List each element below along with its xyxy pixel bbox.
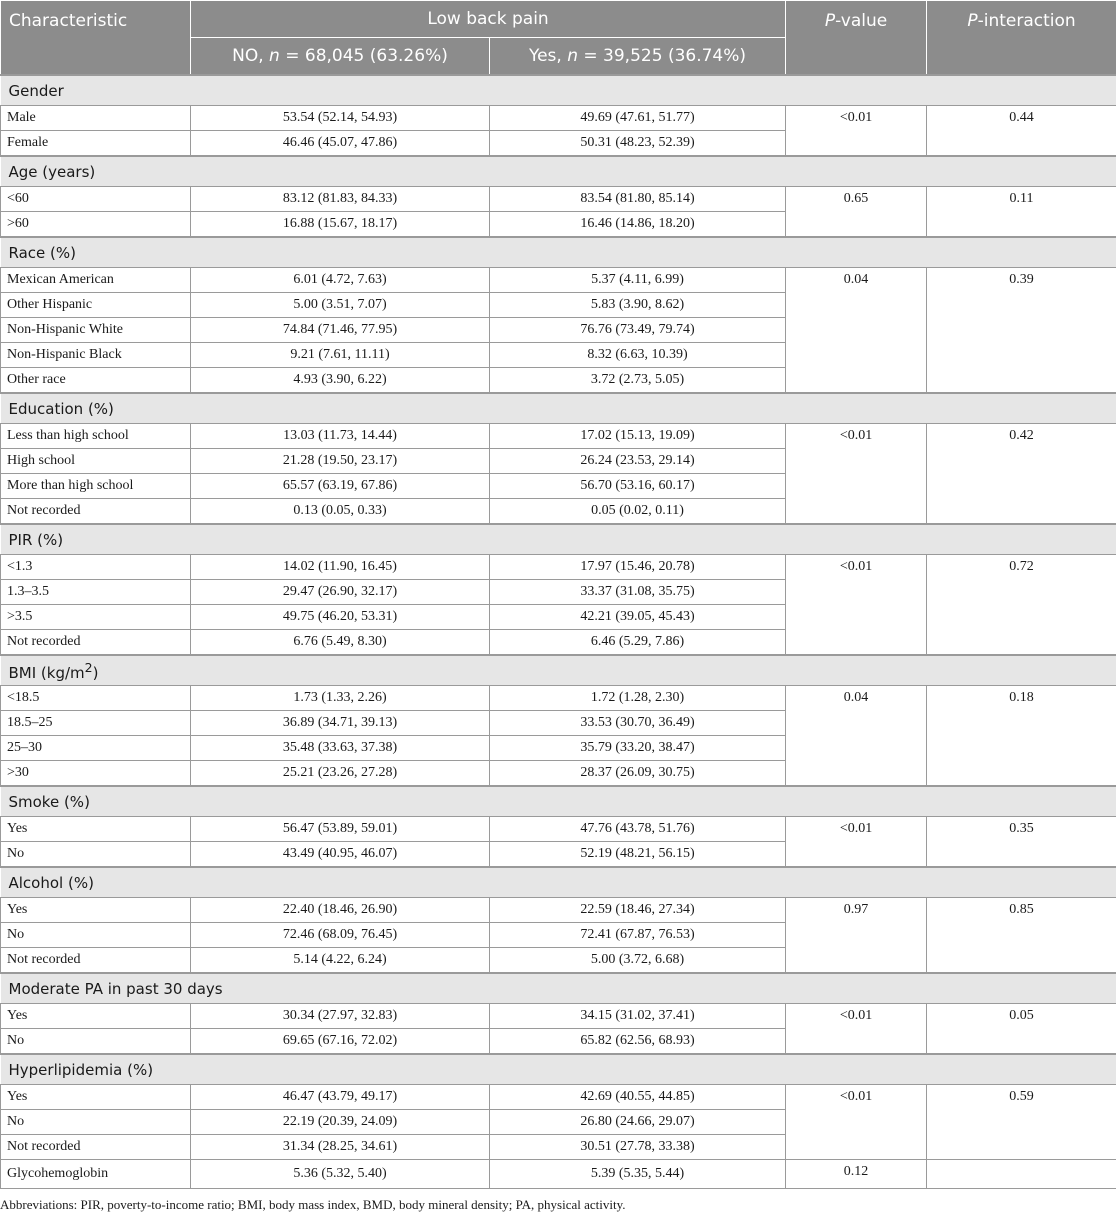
no-group-value: 49.75 (46.20, 53.31) (191, 605, 490, 630)
no-group-value: 69.65 (67.16, 72.02) (191, 1029, 490, 1055)
row-label: Not recorded (1, 948, 191, 974)
no-group-value: 6.76 (5.49, 8.30) (191, 630, 490, 656)
no-group-value: 31.34 (28.25, 34.61) (191, 1135, 490, 1160)
row-label: <1.3 (1, 555, 191, 580)
row-label: 25–30 (1, 736, 191, 761)
p-value-cell: 0.12 (786, 1160, 927, 1189)
section-title: Age (years) (1, 156, 1116, 187)
row-label: Yes (1, 817, 191, 842)
no-group-value: 21.28 (19.50, 23.17) (191, 449, 490, 474)
yes-group-value: 35.79 (33.20, 38.47) (490, 736, 786, 761)
no-group-value: 25.21 (23.26, 27.28) (191, 761, 490, 787)
section-header-row (1, 867, 1116, 898)
section-title: BMI $(kg/m^2)$ (1, 655, 1116, 686)
header-no-group: NO, n = 68,045 (63.26%) (191, 38, 490, 76)
p-value-cell: <0.01 (786, 106, 927, 157)
yes-group-value: 0.05 (0.02, 0.11) (490, 499, 786, 525)
header-characteristic: Characteristic (1, 1, 191, 76)
no-group-value: 22.19 (20.39, 24.09) (191, 1110, 490, 1135)
p-interaction-cell: 0.35 (927, 817, 1116, 868)
table-row (1, 555, 1116, 580)
p-value-cell: <0.01 (786, 555, 927, 656)
yes-group-value: 34.15 (31.02, 37.41) (490, 1004, 786, 1029)
p-interaction-cell: 0.85 (927, 898, 1116, 974)
no-group-value: 1.73 (1.33, 2.26) (191, 686, 490, 711)
row-label: 18.5–25 (1, 711, 191, 736)
row-label: Non-Hispanic Black (1, 343, 191, 368)
no-group-value: 29.47 (26.90, 32.17) (191, 580, 490, 605)
row-label: No (1, 1110, 191, 1135)
row-label: Not recorded (1, 630, 191, 656)
yes-group-value: 5.39 (5.35, 5.44) (490, 1160, 786, 1189)
no-group-value: 56.47 (53.89, 59.01) (191, 817, 490, 842)
p-interaction-cell: 0.44 (927, 106, 1116, 157)
p-value-cell: 0.04 (786, 686, 927, 787)
table-row (1, 268, 1116, 293)
yes-group-value: 76.76 (73.49, 79.74) (490, 318, 786, 343)
table-row (1, 106, 1116, 131)
no-group-value: 53.54 (52.14, 54.93) (191, 106, 490, 131)
table-header (1, 1, 1116, 76)
section-title: Gender (1, 75, 1116, 106)
section-header-row (1, 237, 1116, 268)
table-body (1, 75, 1116, 1189)
row-label: Male (1, 106, 191, 131)
no-group-value: 13.03 (11.73, 14.44) (191, 424, 490, 449)
section-header-row (1, 156, 1116, 187)
table-row (1, 187, 1116, 212)
no-group-value: 35.48 (33.63, 37.38) (191, 736, 490, 761)
p-interaction-cell: 0.11 (927, 187, 1116, 238)
p-interaction-cell: 0.05 (927, 1004, 1116, 1055)
yes-group-value: 72.41 (67.87, 76.53) (490, 923, 786, 948)
section-title: Hyperlipidemia (%) (1, 1054, 1116, 1085)
yes-group-value: 49.69 (47.61, 51.77) (490, 106, 786, 131)
table-row (1, 1004, 1116, 1029)
yes-group-value: 83.54 (81.80, 85.14) (490, 187, 786, 212)
row-label: High school (1, 449, 191, 474)
no-group-value: 9.21 (7.61, 11.11) (191, 343, 490, 368)
row-label: No (1, 923, 191, 948)
footnote: Abbreviations: PIR, poverty-to-income ratio; BMI, body mass index, BMD, body mineral density; PA, physical activity. (0, 1197, 626, 1212)
no-group-value: 5.00 (3.51, 7.07) (191, 293, 490, 318)
header-yes-group: Yes, n = 39,525 (36.74%) (490, 38, 786, 76)
no-group-value: 0.13 (0.05, 0.33) (191, 499, 490, 525)
p-interaction-cell: 0.18 (927, 686, 1116, 787)
yes-group-value: 8.32 (6.63, 10.39) (490, 343, 786, 368)
no-group-value: 46.46 (45.07, 47.86) (191, 131, 490, 157)
yes-group-value: 30.51 (27.78, 33.38) (490, 1135, 786, 1160)
section-header-row (1, 393, 1116, 424)
yes-group-value: 5.37 (4.11, 6.99) (490, 268, 786, 293)
p-value-cell: 0.04 (786, 268, 927, 394)
table-row (1, 1085, 1116, 1110)
p-value-cell: 0.97 (786, 898, 927, 974)
yes-group-value: 3.72 (2.73, 5.05) (490, 368, 786, 394)
section-title: PIR (%) (1, 524, 1116, 555)
p-interaction-cell: 0.42 (927, 424, 1116, 525)
yes-group-value: 65.82 (62.56, 68.93) (490, 1029, 786, 1055)
p-value-cell: <0.01 (786, 1004, 927, 1055)
no-group-value: 43.49 (40.95, 46.07) (191, 842, 490, 868)
no-group-value: 65.57 (63.19, 67.86) (191, 474, 490, 499)
yes-group-value: 17.97 (15.46, 20.78) (490, 555, 786, 580)
no-group-value: 72.46 (68.09, 76.45) (191, 923, 490, 948)
header-p-interaction: P-interaction (927, 1, 1116, 76)
yes-group-value: 33.53 (30.70, 36.49) (490, 711, 786, 736)
no-group-value: 22.40 (18.46, 26.90) (191, 898, 490, 923)
row-label: No (1, 842, 191, 868)
no-group-value: 46.47 (43.79, 49.17) (191, 1085, 490, 1110)
yes-group-value: 22.59 (18.46, 27.34) (490, 898, 786, 923)
no-group-value: 5.14 (4.22, 6.24) (191, 948, 490, 974)
table-row (1, 686, 1116, 711)
table-row-final (1, 1160, 1116, 1189)
row-label: Other Hispanic (1, 293, 191, 318)
yes-group-value: 26.80 (24.66, 29.07) (490, 1110, 786, 1135)
row-label: >30 (1, 761, 191, 787)
yes-group-value: 5.00 (3.72, 6.68) (490, 948, 786, 974)
row-label: Non-Hispanic White (1, 318, 191, 343)
no-group-value: 74.84 (71.46, 77.95) (191, 318, 490, 343)
table-row (1, 898, 1116, 923)
row-label: Mexican American (1, 268, 191, 293)
no-group-value: 5.36 (5.32, 5.40) (191, 1160, 490, 1189)
yes-group-value: 56.70 (53.16, 60.17) (490, 474, 786, 499)
yes-group-value: 5.83 (3.90, 8.62) (490, 293, 786, 318)
p-value-cell: <0.01 (786, 424, 927, 525)
row-label: Glycohemoglobin (1, 1160, 191, 1189)
no-group-value: 83.12 (81.83, 84.33) (191, 187, 490, 212)
row-label: <60 (1, 187, 191, 212)
yes-group-value: 6.46 (5.29, 7.86) (490, 630, 786, 656)
header-low-back-pain: Low back pain (191, 1, 786, 38)
row-label: Yes (1, 1004, 191, 1029)
section-title: Alcohol (%) (1, 867, 1116, 898)
section-header-row (1, 75, 1116, 106)
yes-group-value: 16.46 (14.86, 18.20) (490, 212, 786, 238)
section-title: Race (%) (1, 237, 1116, 268)
row-label: Female (1, 131, 191, 157)
yes-group-value: 1.72 (1.28, 2.30) (490, 686, 786, 711)
row-label: Not recorded (1, 1135, 191, 1160)
p-interaction-cell: 0.39 (927, 268, 1116, 394)
no-group-value: 4.93 (3.90, 6.22) (191, 368, 490, 394)
row-label: Less than high school (1, 424, 191, 449)
row-label: Yes (1, 898, 191, 923)
p-value-cell: <0.01 (786, 817, 927, 868)
section-header-row (1, 1054, 1116, 1085)
p-interaction-cell: 0.72 (927, 555, 1116, 656)
no-group-value: 30.34 (27.97, 32.83) (191, 1004, 490, 1029)
yes-group-value: 26.24 (23.53, 29.14) (490, 449, 786, 474)
p-value-cell: 0.65 (786, 187, 927, 238)
yes-group-value: 28.37 (26.09, 30.75) (490, 761, 786, 787)
yes-group-value: 52.19 (48.21, 56.15) (490, 842, 786, 868)
row-label: Other race (1, 368, 191, 394)
table-row (1, 424, 1116, 449)
yes-group-value: 17.02 (15.13, 19.09) (490, 424, 786, 449)
section-title: Moderate PA in past 30 days (1, 973, 1116, 1004)
header-p-value: P-value (786, 1, 927, 76)
yes-group-value: 42.69 (40.55, 44.85) (490, 1085, 786, 1110)
yes-group-value: 42.21 (39.05, 45.43) (490, 605, 786, 630)
section-header-row (1, 973, 1116, 1004)
yes-group-value: 47.76 (43.78, 51.76) (490, 817, 786, 842)
no-group-value: 14.02 (11.90, 16.45) (191, 555, 490, 580)
row-label: 1.3–3.5 (1, 580, 191, 605)
no-group-value: 6.01 (4.72, 7.63) (191, 268, 490, 293)
row-label: Not recorded (1, 499, 191, 525)
yes-group-value: 50.31 (48.23, 52.39) (490, 131, 786, 157)
yes-group-value: 33.37 (31.08, 35.75) (490, 580, 786, 605)
section-header-row (1, 786, 1116, 817)
row-label: >3.5 (1, 605, 191, 630)
row-label: More than high school (1, 474, 191, 499)
no-group-value: 36.89 (34.71, 39.13) (191, 711, 490, 736)
no-group-value: 16.88 (15.67, 18.17) (191, 212, 490, 238)
p-interaction-cell: 0.59 (927, 1085, 1116, 1160)
section-header-row (1, 524, 1116, 555)
row-label: <18.5 (1, 686, 191, 711)
section-header-row (1, 655, 1116, 686)
table-row (1, 817, 1116, 842)
p-interaction-cell (927, 1160, 1116, 1189)
section-title: Education (%) (1, 393, 1116, 424)
row-label: >60 (1, 212, 191, 238)
row-label: No (1, 1029, 191, 1055)
section-title: Smoke (%) (1, 786, 1116, 817)
row-label: Yes (1, 1085, 191, 1110)
p-value-cell: <0.01 (786, 1085, 927, 1160)
